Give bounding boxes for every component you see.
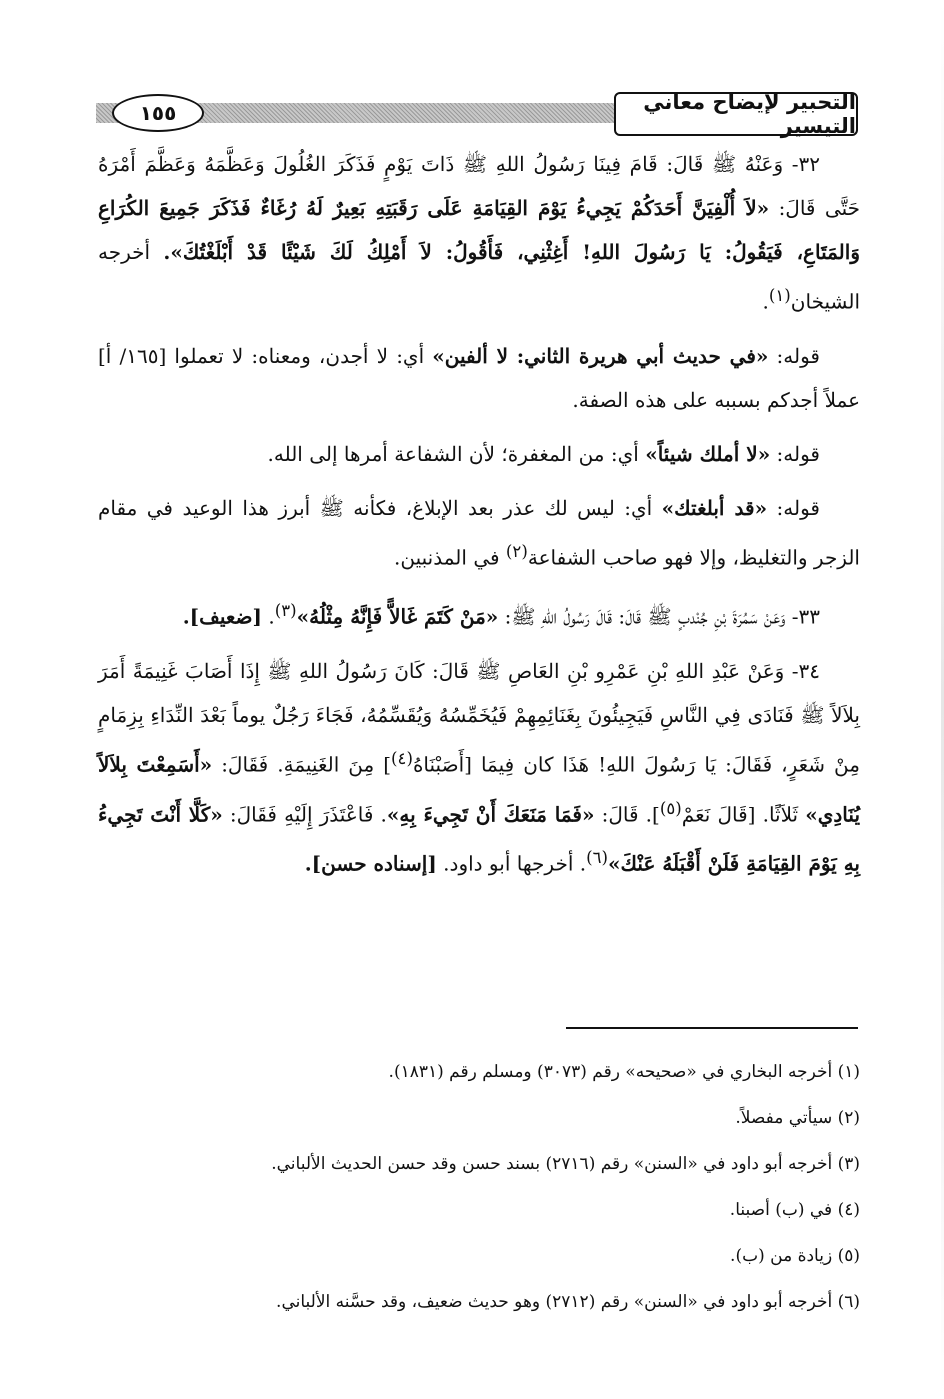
- footnote-ref-6: (٦): [586, 848, 609, 868]
- hadith-33: [98, 589, 860, 639]
- footnote-ref-1: (١): [768, 286, 791, 305]
- footnote-1: (١) أخرجه البخاري في «صحيحه» رقم (٣٠٧٣) ومسلم رقم (١٨٣١).: [388, 1062, 860, 1082]
- footnote-4: (٤) في (ب) أصبنا.: [729, 1200, 860, 1220]
- footnote-3: (٣) أخرجه أبو داود في «السنن» رقم (٢٧١٦) بسند حسن وقد حسن الحديث الألباني.: [271, 1154, 860, 1174]
- commentary-2-lead: قوله:: [770, 441, 820, 466]
- footnote-5: (٥) زيادة من (ب).: [730, 1246, 860, 1266]
- footnote-ref-2: (٢): [505, 541, 528, 561]
- main-text: [98, 142, 860, 896]
- footnote-ref-5: (٥): [659, 798, 682, 818]
- hadith-34-part5: . فَاعْتَذَرَ إِلَيْهِ فَقَالَ:: [222, 802, 387, 827]
- hadith-32: [98, 142, 860, 324]
- commentary-2-text: أي: من المغفرة؛ لأن الشفاعة أمرها إلى الله.: [267, 441, 646, 466]
- commentary-3-end: في المذنبين.: [394, 545, 506, 570]
- hadith-34-part4: ]. قَالَ:: [594, 802, 660, 827]
- hadith-32-source: أخرجه الشيخان: [98, 240, 860, 314]
- footnote-separator: [566, 1027, 858, 1029]
- book-title: التحبير لإيضاح معاني التيسير: [614, 92, 858, 136]
- commentary-3-term: «قد أبلغتك»: [661, 495, 768, 520]
- hadith-32-line2a: أَمْرَهُ حَتَّى قَالَ:: [98, 152, 860, 220]
- hadith-34-intro: ٣٤- وَعَنْ عَبْدِ اللهِ بْنِ عَمْرِو بْنِ العَاصِ ﷺ قَالَ: كَانَ رَسُولُ اللهِ ﷺ إِذَا أَصَابَ غَنِيمَةً أَمَرَ بِلاَلاً ﷺ فَنَادَى فِي النَّاسِ فَيَجِيئُونَ بِغَنَائِمِهِمْ فَيُخَمِّسُهُ وَيُقَسِّمُهُ، فَجَاءَ رَجُلٌ يوماً بَعْدَ النِّدَاءِ بِزِمَامٍ مِنْ شَعَرٍ، فَقَالَ: يَا رَسُولَ اللهِ! هَذَا كان فِيمَا [أَصَبْنَاهُ: [98, 658, 860, 777]
- commentary-3-lead: قوله:: [767, 495, 820, 520]
- hadith-33-sep: .: [261, 604, 275, 629]
- hadith-34-part2: ] مِنَ الغَنِيمَةِ. فَقَالَ:: [212, 752, 391, 777]
- hadith-33-intro: ٣٣- وَعَنْ سَمُرَةَ بْنِ جُنْدبٍ ﷺ قَالَ: قَالَ رَسُولُ اللهِ ﷺ:: [498, 604, 820, 629]
- commentary-3: [98, 486, 860, 580]
- commentary-3-text: أي: ليس لك عذر بعد الإبلاغ، فكأنه ﷺ أبرز هذا الوعيد في مقام الزجر والتغليظ، وإلا فهو صاحب الشفاعة: [98, 495, 860, 570]
- hadith-34-quote3: «كَلَّا أَنْتَ تَجِيءُ بِهِ يَوْمَ القِيَامَةِ فَلَنْ أَقْبَلَهُ عَنْكَ»: [98, 802, 860, 876]
- commentary-1-lead: قوله:: [768, 343, 820, 368]
- footnote-ref-3: (٣): [274, 601, 297, 621]
- commentary-1: [98, 334, 860, 422]
- hadith-32-line1: ٣٢- وَعَنْهُ ﷺ قَالَ: قَامَ فِينَا رَسُولُ اللهِ ﷺ ذَاتَ يَوْمٍ فَذَكَرَ الغُلُولَ وَعَظَّمَهُ وَعَظَّمَ: [144, 152, 821, 176]
- hadith-34-grade: [إسناده حسن].: [304, 851, 437, 876]
- hadith-34-quote1: «أَسَمِعْتَ بِلاَلاً يُنَادِي»: [98, 752, 861, 827]
- hadith-34-source: . أخرجها أبو داود.: [436, 851, 587, 876]
- hadith-34-part3: ثَلاَثًا. [قَالَ نَعَمْ: [681, 802, 806, 827]
- commentary-2: [98, 432, 860, 476]
- commentary-2-term: «لا أملك شيئاً»: [645, 441, 771, 466]
- page-header: [96, 92, 858, 136]
- page-number: ١٥٥: [112, 94, 204, 132]
- hadith-34: [98, 649, 860, 886]
- hadith-33-quote: «مَنْ كَتَمَ غَالاًّ فَإِنَّهُ مِثْلُهُ»: [296, 604, 499, 629]
- hadith-32-quote-end: وَالمَتَاعِ، فَيَقُولُ: يَا رَسُولَ اللهِ! أَغِثْنِي، فَأَقُولُ: لاَ أَمْلِكُ لَكَ شَيْئًا قَدْ أَبْلَغْتُكَ».: [163, 240, 860, 264]
- footnote-ref-4: (٤): [391, 748, 413, 768]
- hadith-33-grade: [ضعيف].: [182, 604, 262, 629]
- hadith-34-quote2: «فَمَا مَنَعَكَ أَنْ تَجِيءَ بِهِ»: [386, 802, 595, 827]
- footnote-6: (٦) أخرجه أبو داود في «السنن» رقم (٢٧١٢) وهو حديث ضعيف، وقد حسَّنه الألباني.: [276, 1292, 860, 1312]
- hadith-32-end: .: [762, 289, 769, 314]
- commentary-1-text: أي: لا أجدن، ومعناه: لا تعملوا [١٦٥/ أ] عملاً أجدكم بسببه على هذه الصفة.: [98, 343, 860, 412]
- footnotes: [150, 1060, 860, 1336]
- commentary-1-term: «في حديث أبي هريرة الثاني: لا ألفين»: [432, 343, 769, 368]
- hadith-32-quote: «لاَ أُلْفِيَنَّ أَحَدَكُمْ يَجِيءُ يَوْمَ القِيَامَةِ عَلَى رَقَبَتِهِ بَعِيرٌ لَهُ رُغَاءٌ فَذَكَرَ جَمِيعَ الكُرَاعِ: [98, 196, 770, 220]
- footnote-2: (٢) سيأتي مفصلاً.: [735, 1108, 860, 1128]
